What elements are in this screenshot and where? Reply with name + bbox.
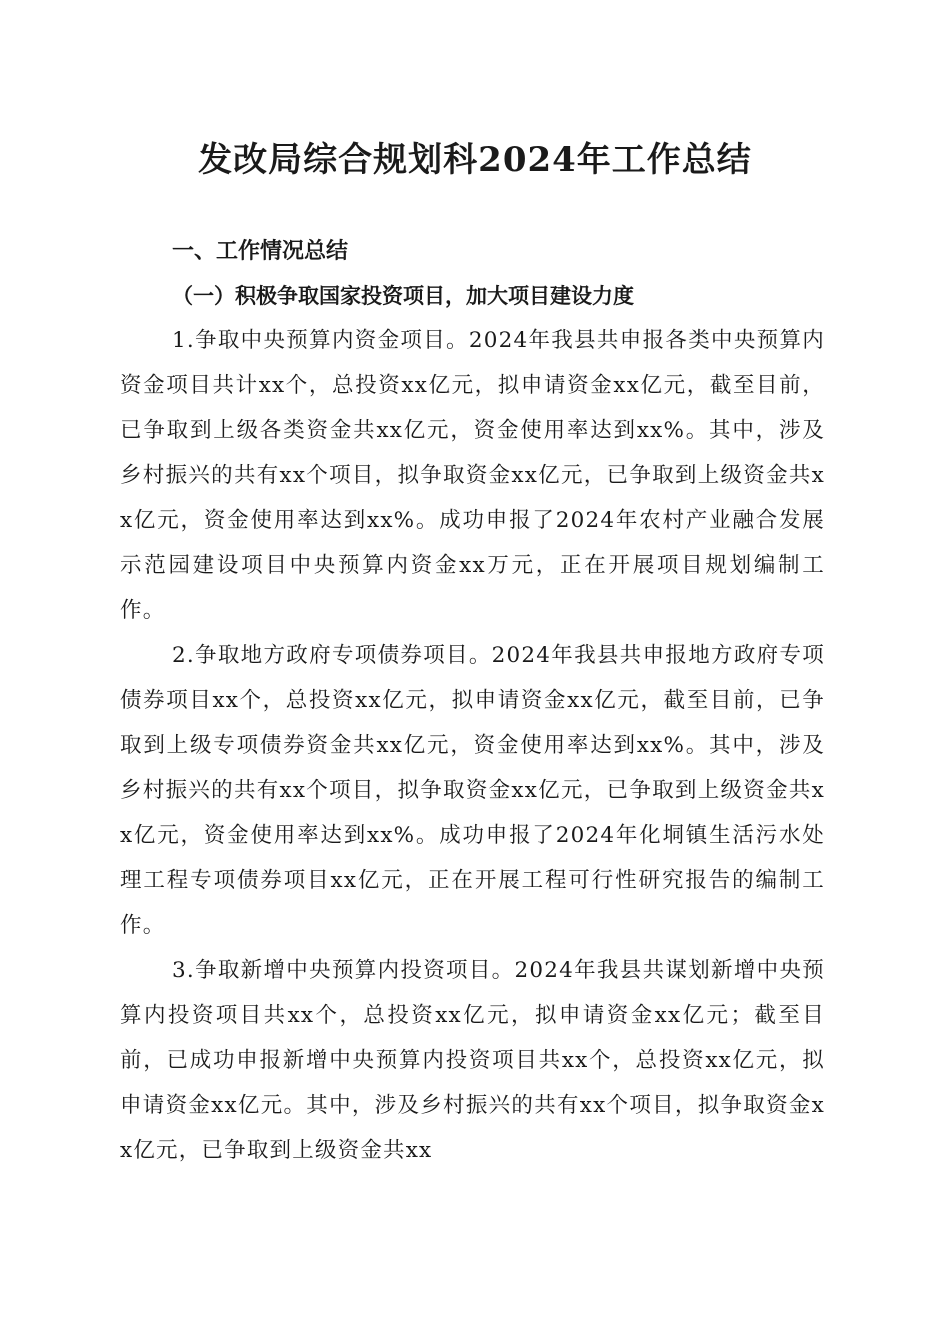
subsection-heading: （一）积极争取国家投资项目，加大项目建设力度 <box>172 283 634 308</box>
section-heading: 一、工作情况总结 <box>172 239 349 264</box>
document-body <box>120 230 825 1173</box>
document-title: 发改局综合规划科2024年工作总结 <box>198 140 752 180</box>
paragraph-1: 1.争取中央预算内资金项目。2024年我县共申报各类中央预算内资金项目共计xx个，总投资xx亿元，拟申请资金xx亿元，截至目前，已争取到上级各类资金共xx亿元，资金使用率达到xx%。其中，涉及乡村振兴的共有xx个项目，拟争取资金xx亿元，已争取到上级资金共xx亿元，资金使用率达到xx%。成功申报了2024年农村产业融合发展示范园建设项目中央预算内资金xx万元，正在开展项目规划编制工作。 <box>120 328 825 623</box>
paragraph-3: 3.争取新增中央预算内投资项目。2024年我县共谋划新增中央预算内投资项目共xx个，总投资xx亿元，拟申请资金xx亿元；截至目前，已成功申报新增中央预算内投资项目共xx个，总投资xx亿元，拟申请资金xx亿元。其中，涉及乡村振兴的共有xx个项目，拟争取资金xx亿元，已争取到上级资金共xx <box>120 958 825 1163</box>
paragraph-2: 2.争取地方政府专项债券项目。2024年我县共申报地方政府专项债券项目xx个，总投资xx亿元，拟申请资金xx亿元，截至目前，已争取到上级专项债券资金共xx亿元，资金使用率达到xx%。其中，涉及乡村振兴的共有xx个项目，拟争取资金xx亿元，已争取到上级资金共xx亿元，资金使用率达到xx%。成功申报了2024年化垌镇生活污水处理工程专项债券项目xx亿元，正在开展工程可行性研究报告的编制工作。 <box>120 643 825 938</box>
